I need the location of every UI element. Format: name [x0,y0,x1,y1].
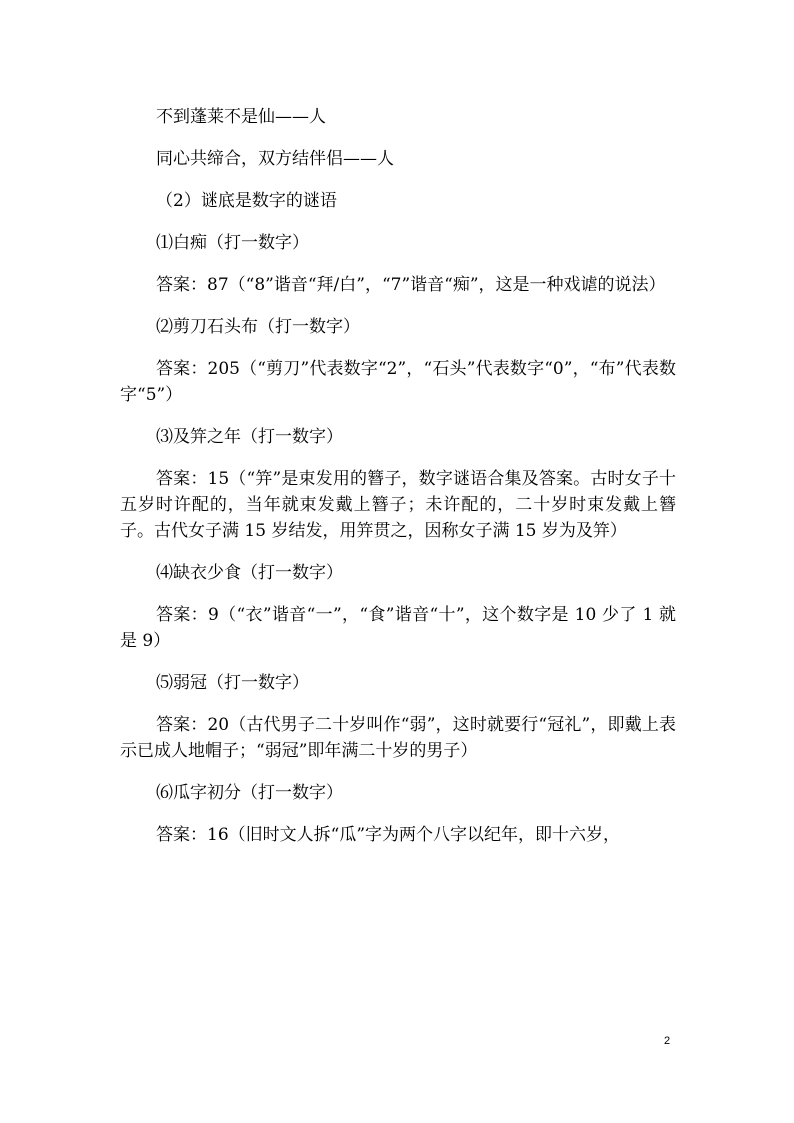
riddle-4: ⑷缺衣少食（打一数字） [156,563,343,583]
riddle-1: ⑴白痴（打一数字） [156,233,309,253]
riddle-3: ⑶及笄之年（打一数字） [156,427,343,447]
riddle-5: ⑸弱冠（打一数字） [156,673,309,693]
answer-4: 答案：9（“衣”谐音“一”，“食”谐音“十”，这个数字是 10 少了 1 就是 9） [120,605,676,651]
section-heading: （2）谜底是数字的谜语 [156,191,337,211]
poem-line-1: 不到蓬莱不是仙——人 [156,107,326,127]
answer-5: 答案：20（古代男子二十岁叫作“弱”，这时就要行“冠礼”，即戴上表示已成人地帽子；“弱冠”即年满二十岁的男子） [120,715,676,761]
riddle-2: ⑵剪刀石头布（打一数字） [156,317,360,337]
answer-3: 答案：15（“笄”是束发用的簪子，数字谜语合集及答案。古时女子十五岁时许配的，当年就束发戴上簪子；未许配的，二十岁时束发戴上簪子。古代女子满 15 岁结发，用笄贯之，因称女子满 15 岁为及笄） [120,469,676,541]
riddle-6: ⑹瓜字初分（打一数字） [156,783,343,803]
poem-line-2: 同心共缔合，双方结伴侣——人 [156,149,394,169]
document-body [120,104,676,864]
answer-1: 答案：87（“8”谐音“拜/白”，“7”谐音“痴”，这是一种戏谑的说法） [156,275,666,295]
page-number: 2 [664,1035,671,1047]
answer-2: 答案：205（“剪刀”代表数字“2”，“石头”代表数字“0”，“布”代表数字“5”） [120,359,676,405]
answer-6: 答案：16（旧时文人拆“瓜”字为两个八字以纪年，即十六岁， [156,825,621,845]
